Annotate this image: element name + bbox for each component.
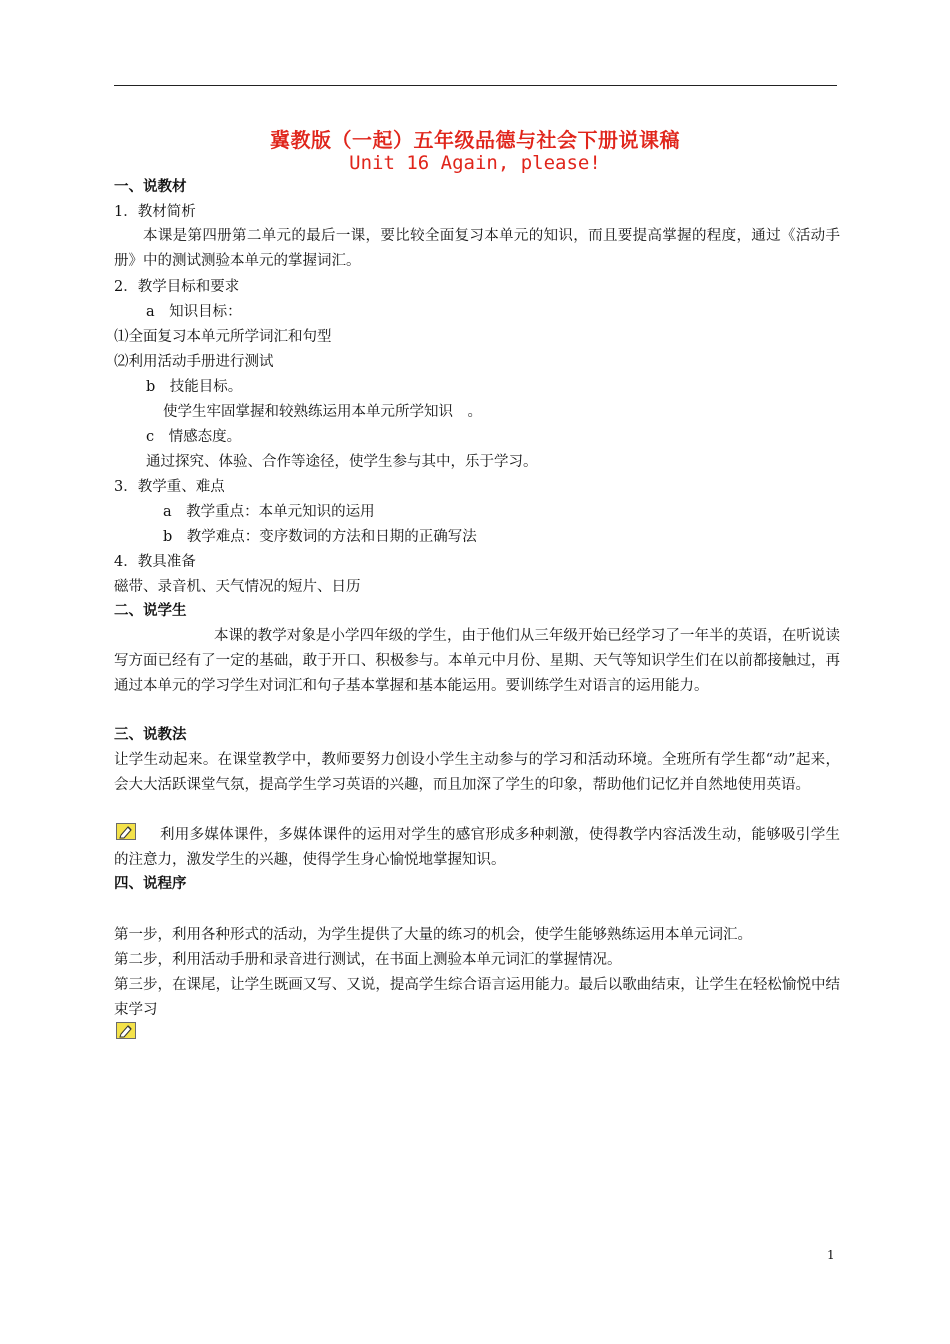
paragraph: 第一步，利用各种形式的活动，为学生提供了大量的练习的机会，使学生能够熟练运用本单元词汇。 [114,927,752,943]
subheading: 2．教学目标和要求 [114,279,240,295]
paragraph: 本课是第四册第二单元的最后一课，要比较全面复习本单元的知识，而且要提高掌握的程度，通过《活动手册》中的测试测验本单元的掌握词汇。 [114,228,840,269]
section-heading: 一、说教材 [114,179,187,195]
list-item: ⑵利用活动手册进行测试 [114,354,274,370]
pen-icon [116,1022,136,1039]
list-item: b 教学难点：变序数词的方法和日期的正确写法 [163,529,477,545]
header-rule [114,85,837,86]
list-item: a 教学重点：本单元知识的运用 [163,504,375,520]
paragraph: 利用多媒体课件，多媒体课件的运用对学生的感官形成多种刺激，使得教学内容活泼生动，能够吸引学生的注意力，激发学生的兴趣，使得学生身心愉悦地掌握知识。 [114,827,840,868]
list-item: b 技能目标。 [146,379,243,395]
list-item: a 知识目标： [146,304,242,320]
section-heading: 三、说教法 [114,727,187,743]
paragraph: 第二步，利用活动手册和录音进行测试，在书面上测验本单元词汇的掌握情况。 [114,952,622,968]
paragraph: 本课的教学对象是小学四年级的学生，由于他们从三年级开始已经学习了一年半的英语，在听说读写方面已经有了一定的基础，敢于开口、积极参与。本单元中月份、星期、天气等知识学生们在以前都接触过，再通过本单元的学习学生对词汇和句子基本掌握和基本能运用。要训练学生对语言的运用能力。 [114,628,840,694]
section-heading: 四、说程序 [114,876,187,892]
section-heading: 二、说学生 [114,603,187,619]
paragraph: 磁带、录音机、天气情况的短片、日历 [114,579,361,595]
page-number: 1 [827,1248,835,1262]
list-item: 使学生牢固掌握和较熟练运用本单元所学知识 。 [163,404,482,420]
doc-title: 冀教版（一起）五年级品德与社会下册说课稿 [270,128,680,152]
subheading: 1．教材简析 [114,204,196,220]
doc-subtitle: Unit 16 Again, please! [349,152,601,174]
list-item: ⑴全面复习本单元所学词汇和句型 [114,329,332,345]
list-item: 通过探究、体验、合作等途径，使学生参与其中，乐于学习。 [146,454,538,470]
paragraph: 让学生动起来。在课堂教学中，教师要努力创设小学生主动参与的学习和活动环境。全班所有学生都“动”起来， 会大大活跃课堂气氛，提高学生学习英语的兴趣，而且加深了学生的印象，帮助他们记忆并自然地使用英语。 [114,752,840,793]
subheading: 4．教具准备 [114,554,196,570]
paragraph: 第三步，在课尾，让学生既画又写、又说，提高学生综合语言运用能力。最后以歌曲结束，让学生在轻松愉悦中结束学习 [114,977,840,1018]
subheading: 3．教学重、难点 [114,479,225,495]
list-item: c 情感态度。 [146,429,242,445]
